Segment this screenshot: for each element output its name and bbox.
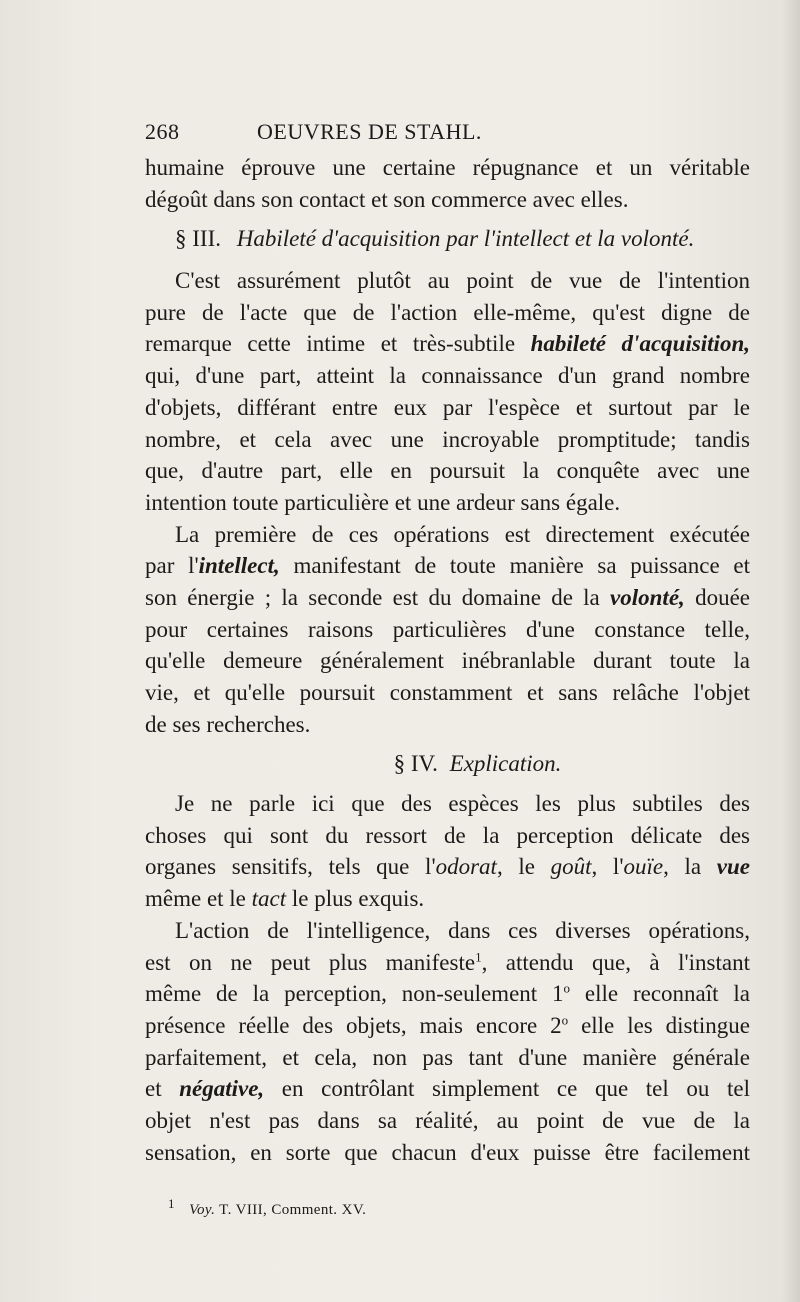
- text-line: La première de ces opérations est directement exécutée: [175, 521, 750, 547]
- ordinal-mark: o: [563, 980, 571, 996]
- text-run: remarque cette intime et très-subtile: [145, 331, 516, 357]
- text-line: vie, et qu'elle poursuit constamment et sans relâche l'objet: [145, 680, 750, 705]
- text-block: [145, 112, 750, 1168]
- ordinal-mark: o: [561, 1012, 569, 1028]
- emphasis: négative,: [179, 1076, 265, 1102]
- text-run: , la: [663, 854, 717, 880]
- text-run: , l': [591, 854, 624, 880]
- footnote-ref-text: T. VIII, Comment. XV.: [215, 1202, 367, 1218]
- page-header: [145, 112, 750, 152]
- text-run: en contrôlant simplement ce que tel ou tel: [264, 1076, 750, 1102]
- section-mark: § III.: [175, 226, 221, 252]
- section-heading-iv: [145, 748, 750, 780]
- text-line: pour certaines raisons particulières d'une constance telle,: [145, 616, 750, 642]
- text-run: le plus exquis.: [286, 886, 425, 912]
- text-run: elle reconnaît la: [570, 981, 750, 1007]
- text-run: même de la perception, non-seulement 1: [145, 981, 564, 1007]
- footnote-ref: 1: [475, 948, 482, 964]
- text-line: [145, 883, 750, 915]
- emphasis: odorat: [435, 854, 497, 880]
- text-run: manifestant de toute manière sa puissance et: [279, 553, 750, 579]
- emphasis: ouïe: [623, 854, 664, 880]
- text-line: Je ne parle ici que des espèces les plus subtiles des: [175, 791, 750, 817]
- text-run: par l': [145, 553, 199, 579]
- paragraph-intelligence: [145, 915, 750, 1169]
- section-heading-iii: [145, 223, 750, 255]
- section-title: Explication.: [449, 751, 562, 777]
- page-number: 268: [145, 119, 180, 144]
- emphasis: habileté d'acquisition,: [530, 331, 750, 357]
- emphasis: intellect,: [198, 553, 280, 579]
- text-line: parfaitement, et cela, non pas tant d'une manière générale: [145, 1044, 750, 1070]
- running-title: OEUVRES DE STAHL.: [257, 119, 482, 144]
- footnote-abbr: Voy.: [189, 1202, 216, 1218]
- text-run: même et le: [145, 886, 252, 912]
- footnote-mark: 1: [168, 1196, 175, 1211]
- emphasis: goût: [550, 854, 592, 880]
- emphasis: tact: [251, 886, 287, 912]
- intro-paragraph: [145, 152, 750, 215]
- text-line: choses qui sont du ressort de la perception délicate des: [145, 822, 750, 848]
- text-line: pure de l'acte que de l'action elle-même, qu'est digne de: [145, 299, 750, 325]
- text-run: présence réelle des objets, mais encore 2: [145, 1012, 562, 1038]
- paragraph-explication: [145, 788, 750, 915]
- paragraph-intellect-volonte: [145, 519, 750, 741]
- section-title: Habileté d'acquisition par l'intellect et la volonté.: [236, 226, 695, 252]
- emphasis: volonté,: [610, 584, 685, 610]
- text-line: [145, 582, 750, 614]
- text-run: elle les distingue: [568, 1012, 750, 1038]
- text-line: intention toute particulière et une ardeur sans égale.: [145, 489, 621, 515]
- emphasis: vue: [716, 854, 750, 880]
- section-mark: § IV.: [393, 751, 438, 777]
- text-line: objet n'est pas dans sa réalité, au point de vue de la: [145, 1107, 750, 1133]
- text-line: que, d'autre part, elle en poursuit la conquête avec une: [145, 458, 750, 484]
- text-run: douée: [684, 584, 750, 610]
- text-line: [145, 550, 750, 582]
- text-line: qui, d'une part, atteint la connaissance d'un grand nombre: [145, 363, 750, 389]
- text-run: , attendu que, à l'instant: [481, 949, 750, 975]
- text-line: nombre, et cela avec une incroyable promptitude; tandis: [145, 426, 750, 452]
- text-line: sensation, en sorte que chacun d'eux puisse être facilement: [145, 1139, 750, 1165]
- text-line: [145, 1073, 750, 1105]
- text-line: qu'elle demeure généralement inébranlable durant toute la: [145, 648, 750, 674]
- text-run: , le: [496, 854, 551, 880]
- text-line: humaine éprouve une certaine répugnance et un véritable: [145, 155, 750, 180]
- paragraph-habilete: [145, 265, 750, 519]
- text-run: et: [145, 1076, 180, 1102]
- text-run: est on ne peut plus manifeste: [145, 949, 476, 975]
- text-line: [145, 947, 750, 979]
- text-line: C'est assurément plutôt au point de vue de l'intention: [175, 268, 750, 294]
- text-run: organes sensitifs, tels que l': [145, 854, 436, 880]
- text-line: [145, 328, 750, 360]
- page-edge-shadow: [782, 0, 800, 1302]
- text-line: [145, 978, 750, 1010]
- text-line: dégoût dans son contact et son commerce avec elles.: [145, 186, 629, 212]
- text-line: [145, 1010, 750, 1042]
- text-line: de ses recherches.: [145, 711, 311, 737]
- text-line: d'objets, différant entre eux par l'espèce et surtout par le: [145, 394, 750, 420]
- text-line: [145, 851, 750, 883]
- footnote: [168, 1196, 367, 1219]
- text-run: son énergie ; la seconde est du domaine de la: [145, 584, 611, 610]
- text-line: L'action de l'intelligence, dans ces diverses opérations,: [175, 917, 750, 943]
